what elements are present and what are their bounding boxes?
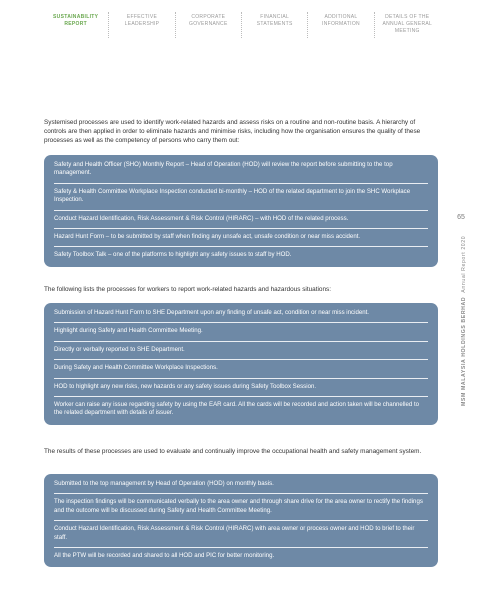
nav-agm-details[interactable]: DETAILS OF THE ANNUAL GENERAL MEETING <box>374 12 440 38</box>
side-running-header <box>461 236 467 406</box>
panel-row: Worker can raise any issue regarding safety by using the EAR card. All the cards will be recorded and action taken will be channelled to the related department with details of issuer. <box>54 401 420 417</box>
top-navigation <box>43 12 440 38</box>
intro-paragraph-reporting: The following lists the processes for workers to report work-related hazards and hazardous situations: <box>44 286 332 293</box>
panel-row: All the PTW will be recorded and shared to all HOD and PIC for better monitoring. <box>54 552 275 560</box>
hazard-reporting-panel <box>44 303 438 425</box>
results-evaluation-panel <box>44 474 438 567</box>
page-number: 65 <box>457 214 465 221</box>
nav-corporate-governance[interactable]: CORPORATE GOVERNANCE <box>175 12 241 38</box>
panel-row: Safety & Health Committee Workplace Inspection conducted bi-monthly – HOD of the related department to join the SHC Workplace Inspection. <box>54 184 428 211</box>
nav-additional-information[interactable]: ADDITIONAL INFORMATION <box>307 12 373 38</box>
nav-financial-statements[interactable]: FINANCIAL STATEMENTS <box>241 12 307 38</box>
panel-row: Hazard Hunt Form – to be submitted by staff when finding any unsafe act, unsafe condition or near miss accident. <box>54 229 428 247</box>
panel-row: Conduct Hazard Identification, Risk Assessment & Risk Control (HIRARC) – with HOD of the related process. <box>54 211 428 229</box>
nav-effective-leadership[interactable]: EFFECTIVE LEADERSHIP <box>108 12 174 38</box>
panel-row: Safety and Health Officer (SHO) Monthly Report – Head of Operation (HOD) will review the report before submitting to the top management. <box>54 157 428 184</box>
report-title: Annual Report 2020 <box>461 235 467 293</box>
nav-sustainability-report[interactable]: SUSTAINABILITY REPORT <box>53 14 99 27</box>
panel-row: Submission of Hazard Hunt Form to SHE Department upon any finding of unsafe act, condition or near miss incident. <box>54 305 428 323</box>
intro-paragraph-hazard-identification: Systemised processes are used to identify work-related hazards and assess risks on a routine and non-routine basis. A hierarchy of controls are then applied in order to eliminate hazards and minimise risks, including how the organisation ensures the quality of these processes as well as the competency of persons who carry them out: <box>44 119 421 144</box>
panel-row: Submitted to the top management by Head of Operation (HOD) on monthly basis. <box>54 476 428 494</box>
panel-row: Directly or verbally reported to SHE Department. <box>54 342 428 360</box>
panel-row: Conduct Hazard Identification, Risk Assessment & Risk Control (HIRARC) with area owner or process owner and HOD to brief to their staff. <box>54 521 428 548</box>
hazard-identification-panel <box>44 155 438 267</box>
panel-row: The inspection findings will be communicated verbally to the area owner and through share drive for the area owner to rectify the findings and the outcome will be discussed during Safety and Health Committee Meeting. <box>54 494 428 521</box>
panel-row: HOD to highlight any new risks, new hazards or any safety issues during Safety Toolbox Session. <box>54 379 428 397</box>
panel-row: During Safety and Health Committee Workplace Inspections. <box>54 360 428 378</box>
company-name: MSM MALAYSIA HOLDINGS BERHAD <box>461 296 467 406</box>
panel-row: Safety Toolbox Talk – one of the platforms to highlight any safety issues to staff by HOD. <box>54 251 292 259</box>
intro-paragraph-results: The results of these processes are used to evaluate and continually improve the occupational health and safety management system. <box>44 448 422 455</box>
panel-row: Highlight during Safety and Health Committee Meeting. <box>54 323 428 341</box>
